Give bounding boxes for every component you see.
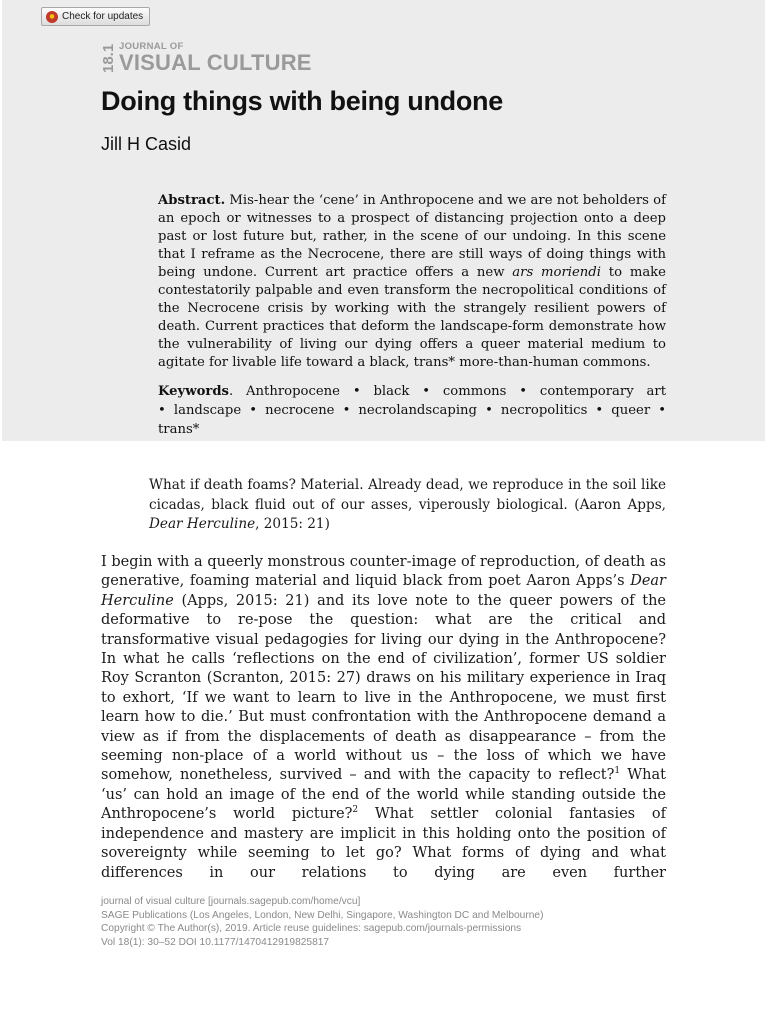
publication-footer: [101, 895, 543, 949]
footer-line-1: journal of visual culture [journals.sagepub.com/home/vcu]: [101, 896, 361, 907]
epigraph: [149, 476, 666, 535]
check-for-updates-label: Check for updates: [62, 11, 144, 22]
body-paragraph: [101, 553, 666, 881]
footer-line-4: Vol 18(1): 30–52 DOI 10.1177/1470412919825817: [101, 936, 330, 948]
epigraph-text: What if death foams? Material. Already dead, we reproduce in the soil like cicadas, black fluid out of our asses, viperously biological. (Aaron Apps,: [149, 477, 666, 513]
keywords-line-1: . Anthropocene • black • commons • contemporary art: [228, 384, 666, 399]
journal-volume: 18.1: [100, 43, 117, 73]
journal-of-label: JOURNAL OF: [119, 41, 184, 52]
body-text-d: What settler colonial fantasies of independence and mastery are implicit in this holding onto the position of sovereignty while seeming to let go? What forms of dying and what differences in our relations to dying are even further: [101, 806, 666, 881]
keywords-line-2: • landscape • necrocene • necrolandscaping • necropolitics • queer • trans*: [158, 403, 666, 437]
abstract: [158, 192, 666, 372]
journal-name: VISUAL CULTURE: [119, 50, 312, 75]
journal-logo: [101, 42, 312, 76]
journal-titles: [119, 42, 312, 74]
body-text-a: I begin with a queerly monstrous counter-image of reproduction, of death as generative, foaming material and liquid black from poet Aaron Apps’s: [101, 554, 666, 590]
footnote-ref-2[interactable]: 2: [352, 805, 359, 816]
article-author: Jill H Casid: [101, 134, 192, 154]
abstract-italic: ars moriendi: [512, 265, 601, 280]
keywords-label: Keywords: [158, 384, 229, 399]
body-italic: Dear Herculine: [101, 573, 666, 609]
abstract-label: Abstract.: [158, 193, 226, 208]
footer-line-2: SAGE Publications (Los Angeles, London, New Delhi, Singapore, Washington DC and Melbourne): [101, 909, 544, 921]
body-text-c: What ‘us’ can hold an image of the end of the world while standing outside the Anthropocene’s world picture?: [101, 767, 666, 823]
article-title: Doing things with being undone: [101, 86, 503, 116]
epigraph-citation: , 2015: 21): [255, 516, 330, 532]
crossmark-icon: [46, 11, 58, 23]
abstract-text-2: to make contestatorily palpable and even transform the necropolitical conditions of the Necrocene crisis by working with the strangely resilient powers of death. Current practices that deform the landscape-form demonstrate how the vulnerability of living our dying offers a queer material medium to agitate for livable life toward a black, trans* more-than-human commons.: [158, 265, 666, 370]
abstract-text-1: Mis-hear the ‘cene’ in Anthropocene and we are not beholders of an epoch or witnesses to a prospect of distancing projection onto a deep past or lost future but, rather, in the scene of our undoing. In this scene that I reframe as the Necrocene, there are still ways of doing things with being undone. Current art practice offers a new: [158, 193, 666, 280]
epigraph-italic: Dear Herculine: [149, 516, 256, 532]
keywords: [158, 382, 666, 439]
footer-line-3: Copyright © The Author(s), 2019. Article reuse guidelines: sagepub.com/journals-permissions: [101, 923, 522, 934]
check-for-updates-button[interactable]: [41, 7, 150, 26]
footnote-ref-1[interactable]: 1: [614, 766, 621, 777]
body-text-b: (Apps, 2015: 21) and its love note to the queer powers of the deformative to re-pose the question: what are the critical and transformative visual pedagogies for living our dying in the Anthropocene? In what he calls ‘reflections on the end of civilization’, former US soldier Roy Scranton (Scranton, 2015: 27) draws on his military experience in Iraq to exhort, ‘If we want to learn to live in the Anthropocene, we must first learn how to die.’ But must confrontation with the Anthropocene demand a view as if from the displacements of death as disappearance – from the seeming non-place of a world without us – the loss of which we have somehow, nonetheless, survived – and with the capacity to reflect?: [101, 592, 666, 784]
